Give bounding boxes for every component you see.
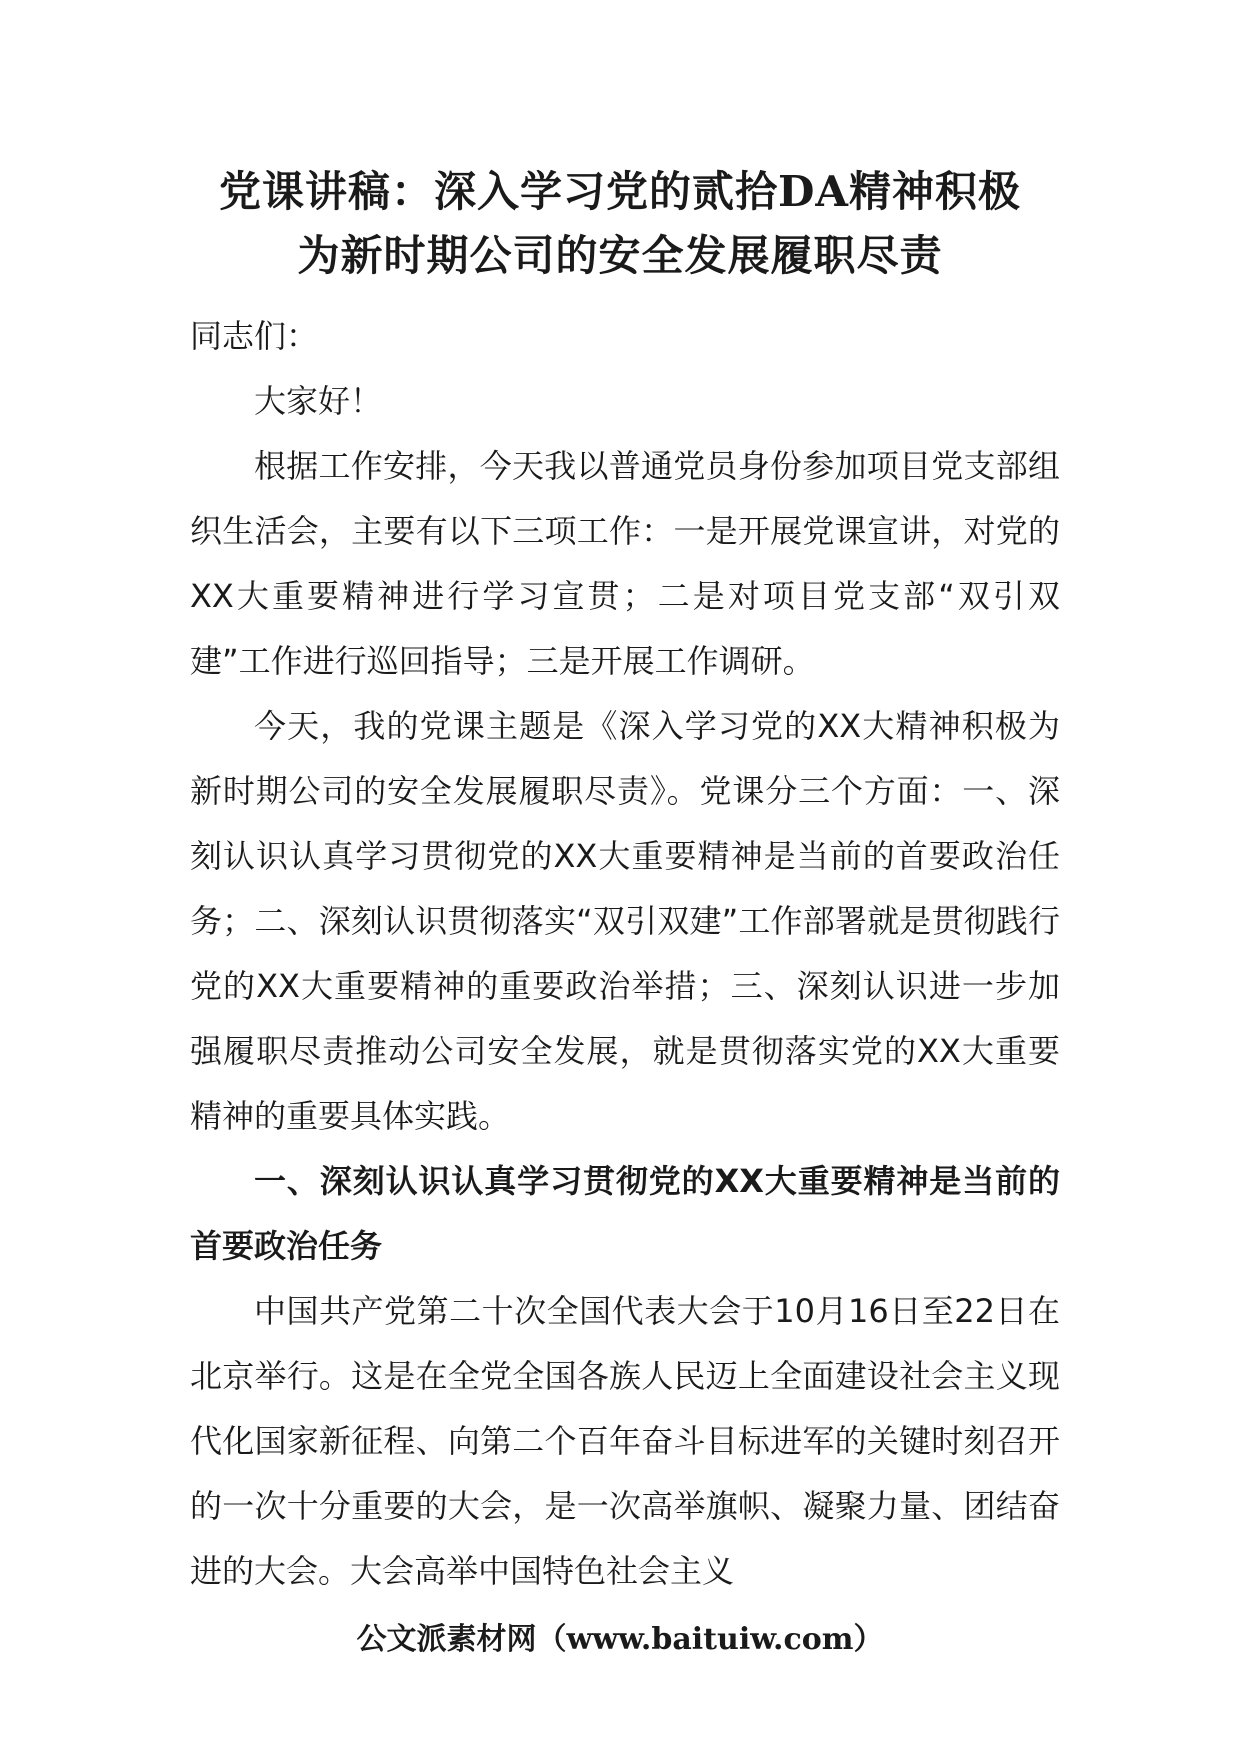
- body-paragraph: 中国共产党第二十次全国代表大会于10月16日至22日在北京举行。这是在全党全国各族人民迈上全面建设社会主义现代化国家新征程、向第二个百年奋斗目标进军的关键时刻召开的一次十分重要的大会，是一次高举旗帜、凝聚力量、团结奋进的大会。大会高举中国特色社会主义: [190, 1292, 1060, 1590]
- title-line-1: 党课讲稿：深入学习党的贰拾DA精神积极: [218, 167, 1021, 216]
- theme-paragraph: 今天，我的党课主题是《深入学习党的XX大精神积极为新时期公司的安全发展履职尽责》。党课分三个方面：一、深刻认识认真学习贯彻党的XX大重要精神是当前的首要政治任务；二、深刻认识贯彻落实“双引双建”工作部署就是贯彻践行党的XX大重要精神的重要政治举措；三、深刻认识进一步加强履职尽责推动公司安全发展，就是贯彻落实党的XX大重要精神的重要具体实践。: [190, 707, 1060, 1135]
- title-line-2: 为新时期公司的安全发展履职尽责: [297, 231, 943, 280]
- section-heading-1: 一、深刻认识认真学习贯彻党的XX大重要精神是当前的首要政治任务: [190, 1162, 1060, 1265]
- document-body: [190, 304, 1060, 1604]
- intro-paragraph: 根据工作安排，今天我以普通党员身份参加项目党支部组织生活会，主要有以下三项工作：一是开展党课宣讲，对党的XX大重要精神进行学习宣贯；二是对项目党支部“双引双建”工作进行巡回指导；三是开展工作调研。: [190, 447, 1060, 680]
- document-title: [150, 160, 1090, 288]
- greeting-paragraph: 大家好！: [254, 382, 383, 420]
- salutation: 同志们：: [190, 317, 319, 355]
- watermark-footer: 公文派素材网（www.baituiw.com）: [356, 1622, 884, 1657]
